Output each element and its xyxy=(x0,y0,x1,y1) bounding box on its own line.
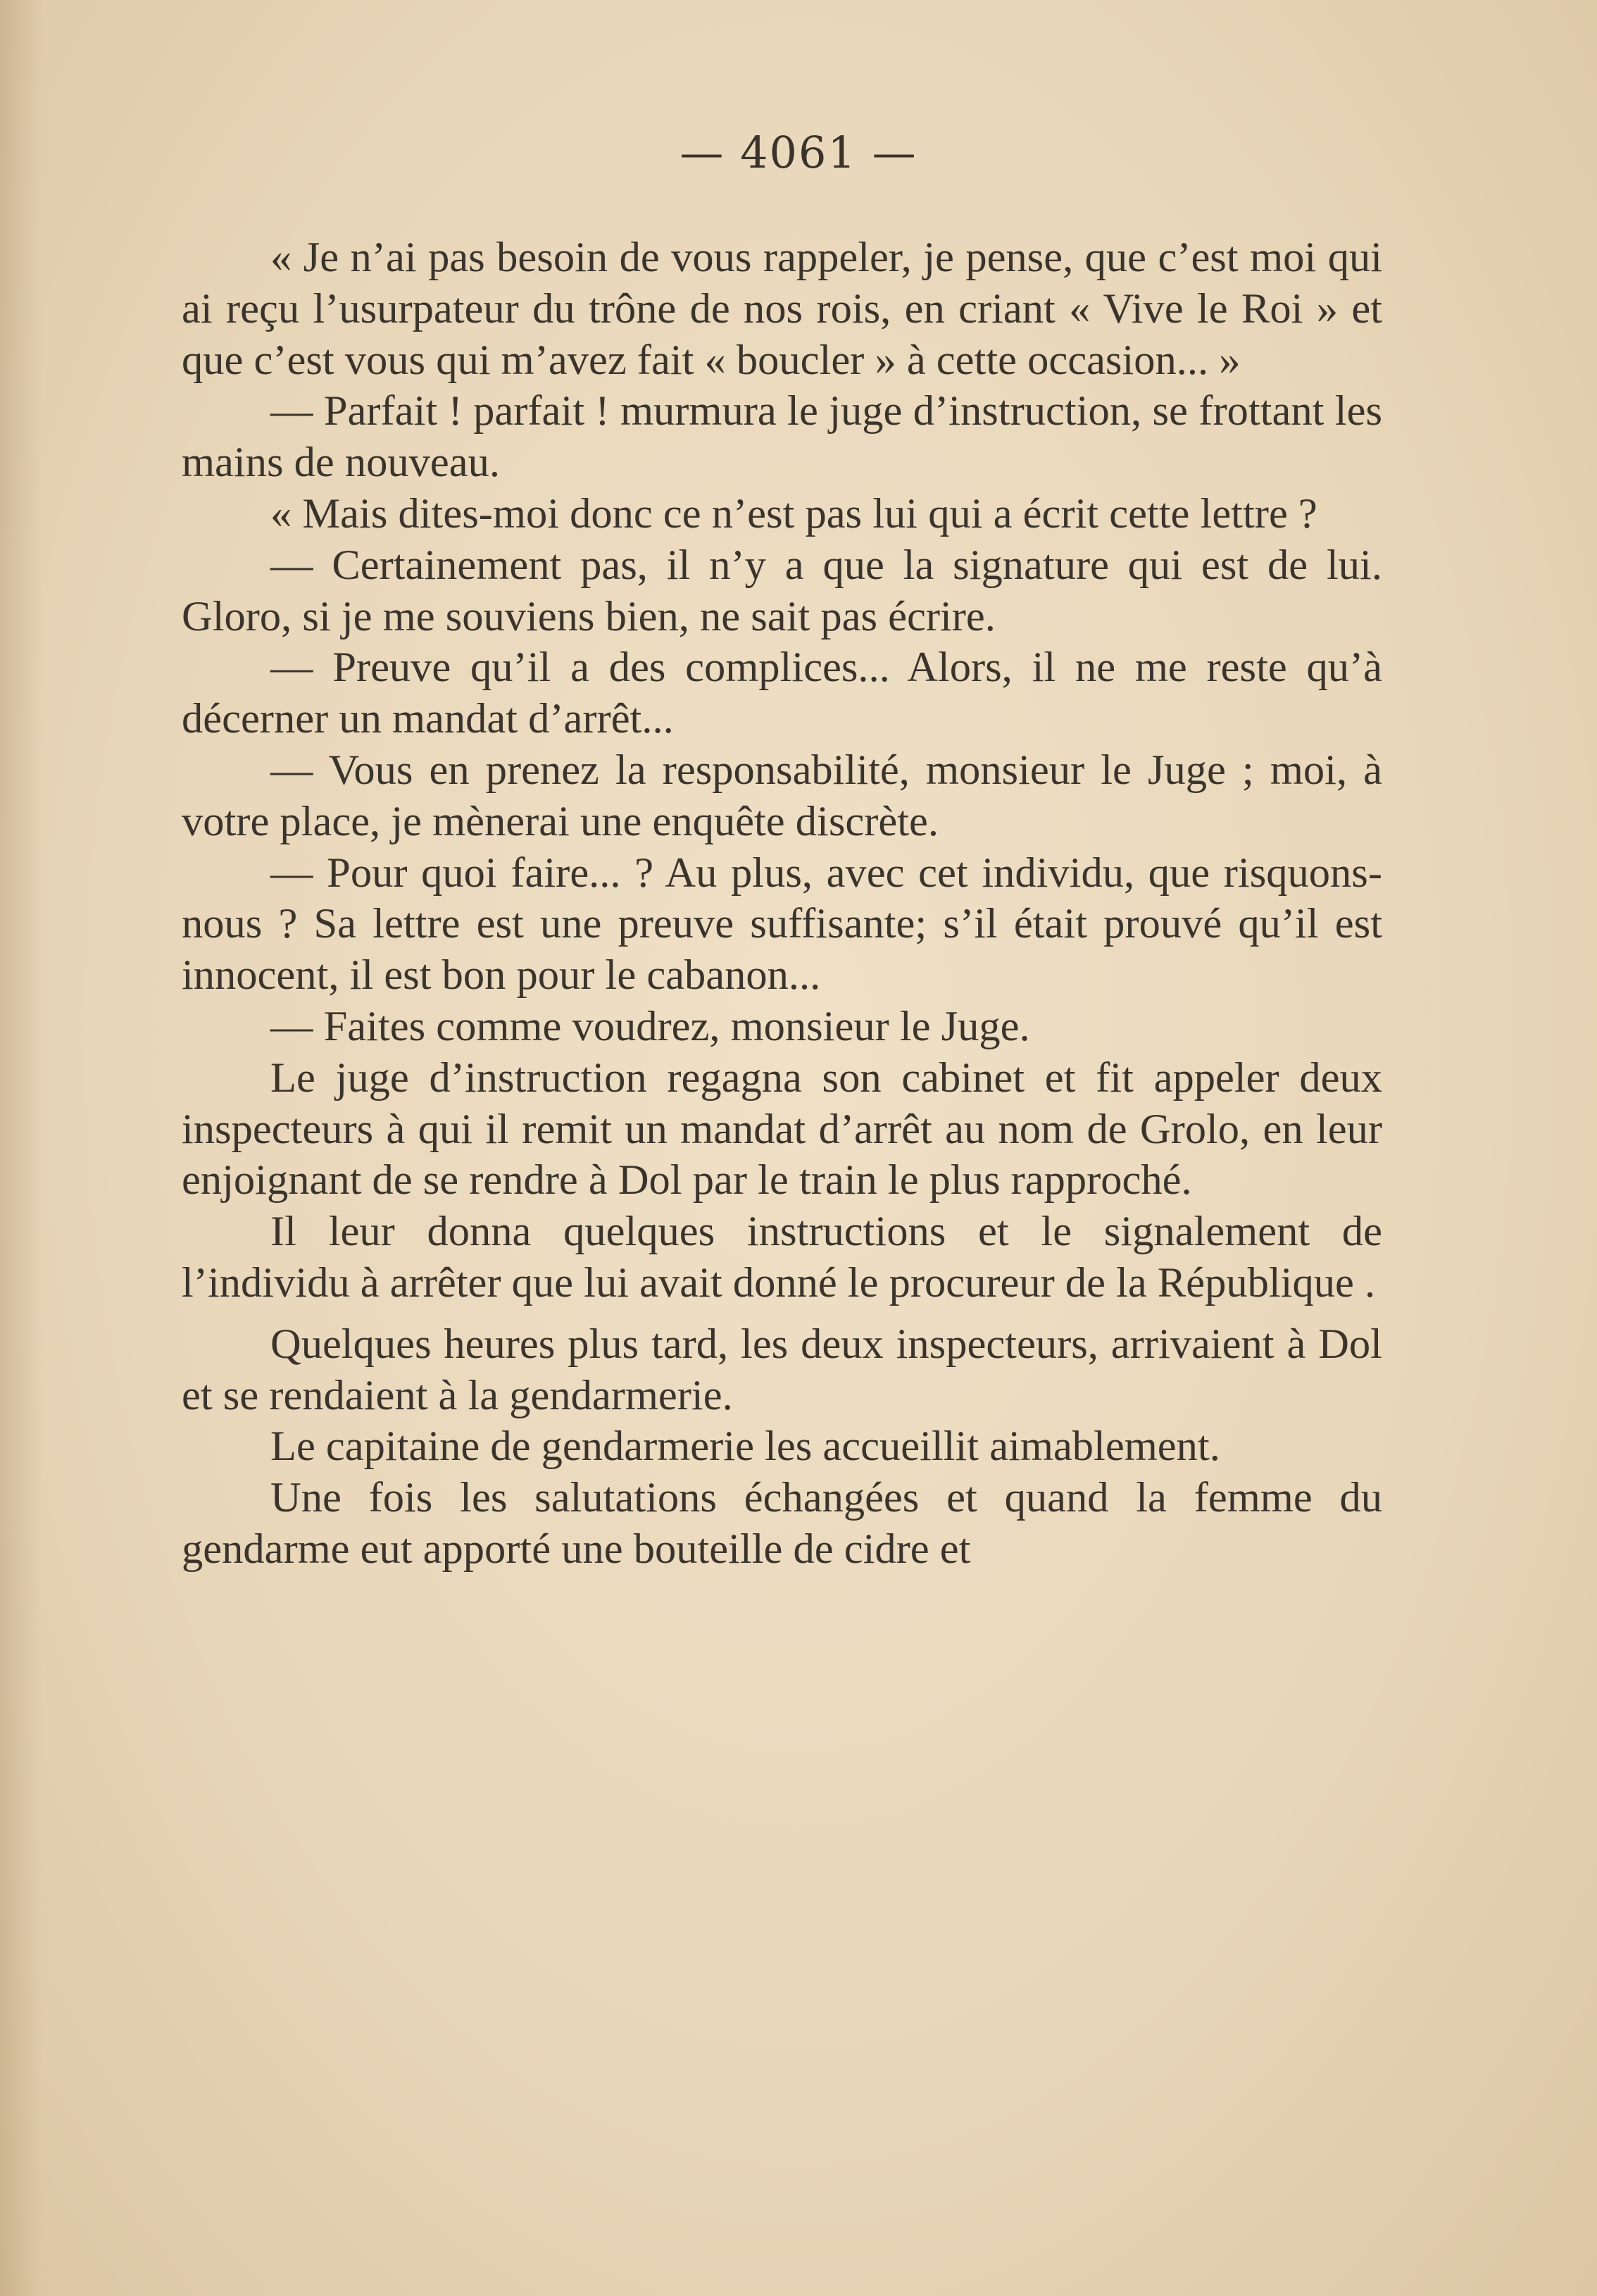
page-edge-shadow xyxy=(0,0,42,2296)
paragraph: — Certainement pas, il n’y a que la signature qui est de lui. Gloro, si je me souviens bien, ne sait pas écrire. xyxy=(182,541,1382,640)
paragraph: — Faites comme voudrez, monsieur le Juge. xyxy=(270,1002,1030,1050)
paragraph: — Pour quoi faire... ? Au plus, avec cet individu, que risquons-nous ? Sa lettre est une preuve suffisante; s’il était prouvé qu’il est innocent, il est bon pour le cabanon... xyxy=(182,849,1382,999)
paragraph: Une fois les salutations échangées et quand la femme du gendarme eut apporté une bouteille de cidre et xyxy=(182,1474,1382,1573)
page-number: — 4061 — xyxy=(679,127,918,178)
paragraph: « Mais dites-moi donc ce n’est pas lui qui a écrit cette lettre ? xyxy=(270,489,1317,537)
paragraph: Le capitaine de gendarmerie les accueillit aimablement. xyxy=(270,1423,1220,1471)
paragraph: — Preuve qu’il a des complices... Alors, il ne me reste qu’à décerner un mandat d’arrêt... xyxy=(182,644,1382,743)
body-text xyxy=(182,232,1382,1576)
paragraph: — Vous en prenez la responsabilité, monsieur le Juge ; moi, à votre place, je mènerai une enquête discrète. xyxy=(182,746,1382,845)
paragraph: Il leur donna quelques instructions et le signalement de l’individu à arrêter que lui avait donné le procureur de la République . xyxy=(182,1208,1382,1306)
paragraph: Quelques heures plus tard, les deux inspecteurs, arrivaient à Dol et se rendaient à la gendarmerie. xyxy=(182,1320,1382,1419)
paragraph: Le juge d’instruction regagna son cabinet et fit appeler deux inspecteurs à qui il remit un mandat d’arrêt au nom de Grolo, en leur enjoignant de se rendre à Dol par le train le plus rapproché. xyxy=(182,1054,1382,1204)
paragraph: « Je n’ai pas besoin de vous rappeler, je pense, que c’est moi qui ai reçu l’usurpateur du trône de nos rois, en criant « Vive le Roi » et que c’est vous qui m’avez fait « boucler » à cette occasion... » xyxy=(182,234,1382,384)
paragraph: — Parfait ! parfait ! murmura le juge d’instruction, se frottant les mains de nouveau. xyxy=(182,387,1382,487)
